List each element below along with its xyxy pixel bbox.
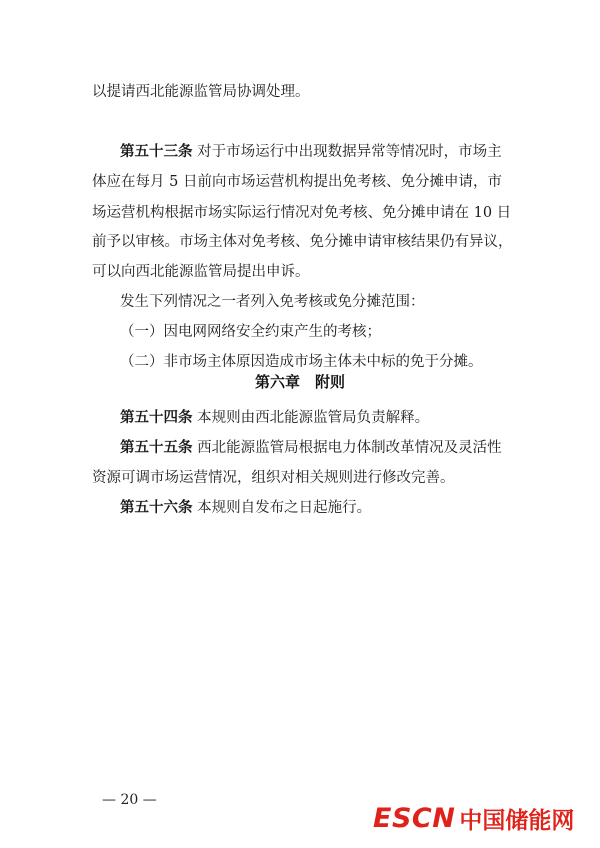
article-54-text: 本规则由西北能源监管局负责解释。 xyxy=(197,410,430,426)
article-55-line xyxy=(120,438,502,458)
paragraph-line: 资源可调市场运营情况，组织对相关规则进行修改完善。 xyxy=(92,470,455,486)
paragraph-line: 体应在每月 5 日前向市场运营机构提出免考核、免分摊申请，市 xyxy=(92,174,502,190)
article-53-label: 第五十三条 xyxy=(120,143,193,160)
paragraph-line: 可以向西北能源监管局提出申诉。 xyxy=(92,264,310,280)
article-55-label: 第五十五条 xyxy=(120,439,193,456)
article-55-text: 西北能源监管局根据电力体制改革情况及灵活性 xyxy=(197,440,502,456)
paragraph-line: 以提请西北能源监管局协调处理。 xyxy=(92,84,310,100)
article-56-text: 本规则自发布之日起施行。 xyxy=(197,500,372,516)
escn-watermark-logo xyxy=(373,800,574,836)
logo-brand-cn: 中国储能网 xyxy=(459,807,575,834)
chapter-heading: 第六章 附则 xyxy=(254,373,345,391)
paragraph-line: 前予以审核。市场主体对免考核、免分摊申请审核结果仍有异议， xyxy=(92,234,513,250)
logo-brand-en: ESCN xyxy=(373,802,456,834)
article-53-text: 对于市场运行中出现数据异常等情况时，市场主 xyxy=(197,144,502,160)
article-56-label: 第五十六条 xyxy=(120,499,193,516)
list-item: （二）非市场主体原因造成市场主体未中标的免于分摊。 xyxy=(120,354,483,370)
list-item: （一）因电网网络安全约束产生的考核； xyxy=(120,324,381,340)
article-53-line xyxy=(120,142,502,162)
article-54-label: 第五十四条 xyxy=(120,409,193,426)
page-number: — 20 — xyxy=(102,792,157,808)
paragraph-line: 发生下列情况之一者列入免考核或免分摊范围： xyxy=(120,294,425,310)
paragraph-line: 场运营机构根据市场实际运行情况对免考核、免分摊申请在 10 日 xyxy=(92,205,512,221)
article-56-line xyxy=(120,498,371,518)
article-54-line xyxy=(120,408,429,428)
